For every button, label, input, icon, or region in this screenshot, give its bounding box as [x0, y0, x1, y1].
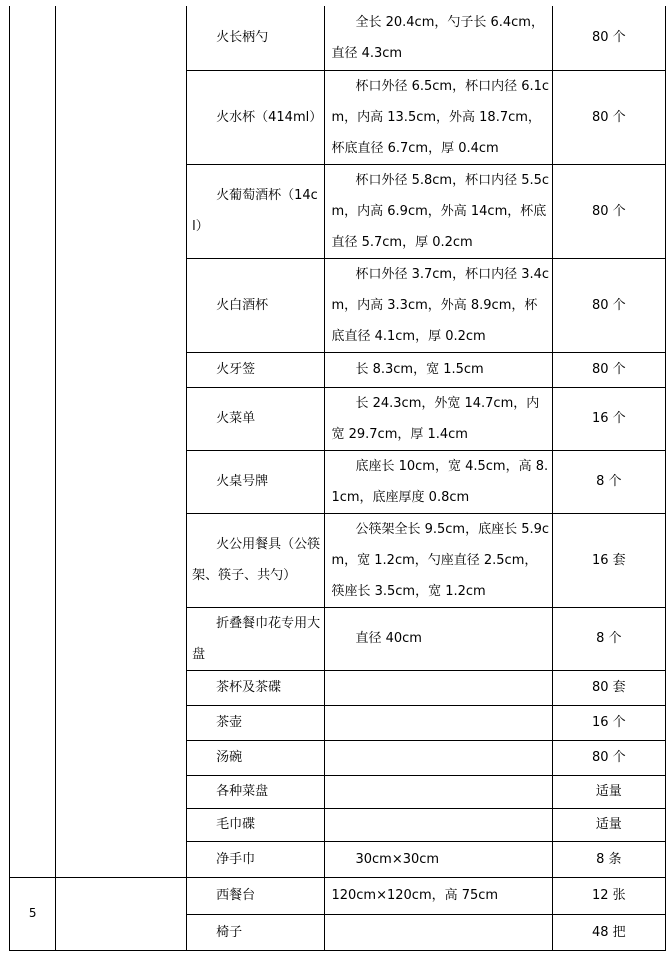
- category-cell: [56, 877, 187, 950]
- item-spec-cell: [325, 450, 552, 513]
- item-qty-cell: [552, 740, 665, 775]
- equipment-table: [9, 6, 666, 951]
- table-row: [10, 6, 666, 70]
- item-name: 汤碗: [216, 750, 243, 765]
- item-name: 折叠餐巾花专用大盘: [192, 615, 321, 662]
- item-qty-cell: [552, 450, 665, 513]
- item-qty: 8 条: [596, 851, 622, 867]
- item-qty: 8 个: [596, 631, 622, 646]
- item-name-cell: [187, 513, 325, 607]
- item-name: 茶杯及茶碟: [216, 680, 282, 695]
- item-spec-cell: [325, 258, 552, 352]
- item-spec: 直径 40cm: [355, 631, 422, 646]
- item-name: 火菜单: [216, 411, 256, 426]
- item-name-cell: [187, 705, 325, 740]
- item-name-cell: [187, 740, 325, 775]
- item-qty-cell: [552, 164, 665, 258]
- item-spec: 公筷架全长 9.5cm，底座长 5.9cm，宽 1.2cm，勺座直径 2.5cm，筷座长 3.5cm，宽 1.2cm: [331, 521, 550, 599]
- item-name: 火葡萄酒杯（14cl）: [192, 188, 318, 234]
- item-spec: 底座长 10cm，宽 4.5cm，高 8.1cm，底座厚度 0.8cm: [331, 458, 549, 505]
- item-spec: 120cm×120cm，高 75cm: [331, 888, 499, 903]
- item-qty-cell: [552, 6, 665, 70]
- item-qty: 16 个: [591, 715, 626, 730]
- item-qty: 80 个: [591, 362, 626, 377]
- item-name: 毛巾碟: [216, 817, 256, 832]
- item-name-cell: [187, 164, 325, 258]
- item-spec: 杯口外径 6.5cm，杯口内径 6.1cm，内高 13.5cm，外高 18.7cm，杯底直径 6.7cm，厚 0.4cm: [331, 78, 550, 156]
- item-spec: 30cm×30cm: [355, 851, 440, 867]
- item-name-cell: [187, 6, 325, 70]
- item-spec-cell: [325, 70, 552, 164]
- item-qty: 48 把: [591, 924, 626, 940]
- item-spec-cell: [325, 841, 552, 877]
- item-qty: 80 个: [591, 109, 626, 125]
- item-name-cell: [187, 775, 325, 808]
- item-spec-cell: [325, 914, 552, 950]
- item-qty: 80 个: [591, 297, 626, 313]
- item-name: 椅子: [216, 924, 243, 940]
- item-spec-cell: [325, 352, 552, 387]
- item-qty: 80 个: [591, 30, 626, 46]
- item-name-cell: [187, 352, 325, 387]
- section-number-cell: [10, 6, 56, 877]
- item-qty-cell: [552, 513, 665, 607]
- item-qty-cell: [552, 352, 665, 387]
- item-qty: 16 个: [591, 411, 626, 426]
- item-spec: 长 24.3cm，外宽 14.7cm，内宽 29.7cm，厚 1.4cm: [331, 395, 540, 442]
- item-name: 火白酒杯: [216, 297, 269, 313]
- item-name-cell: [187, 387, 325, 450]
- section-number: 5: [28, 906, 37, 920]
- item-qty-cell: [552, 914, 665, 950]
- item-qty-cell: [552, 70, 665, 164]
- item-qty-cell: [552, 841, 665, 877]
- item-qty: 8 个: [596, 474, 622, 489]
- item-spec-cell: [325, 387, 552, 450]
- item-qty-cell: [552, 670, 665, 705]
- item-qty-cell: [552, 387, 665, 450]
- category-cell: [56, 6, 187, 877]
- item-spec-cell: [325, 607, 552, 670]
- item-spec: 全长 20.4cm，勺子长 6.4cm，直径 4.3cm: [331, 14, 544, 61]
- item-spec-cell: [325, 808, 552, 841]
- item-qty-cell: [552, 877, 665, 914]
- item-name-cell: [187, 914, 325, 950]
- table-row: [10, 877, 666, 914]
- item-spec-cell: [325, 740, 552, 775]
- item-name-cell: [187, 670, 325, 705]
- item-name-cell: [187, 450, 325, 513]
- item-name: 各种菜盘: [216, 784, 269, 799]
- item-name: 茶壶: [216, 715, 243, 730]
- item-name-cell: [187, 607, 325, 670]
- item-name-cell: [187, 808, 325, 841]
- item-name: 火水杯（414ml）: [216, 109, 323, 125]
- item-name-cell: [187, 841, 325, 877]
- item-spec-cell: [325, 877, 552, 914]
- item-name-cell: [187, 258, 325, 352]
- item-spec: 杯口外径 5.8cm，杯口内径 5.5cm，内高 6.9cm，外高 14cm，杯底直径 5.7cm，厚 0.2cm: [331, 172, 550, 250]
- item-name: 西餐台: [216, 888, 256, 903]
- item-spec: 长 8.3cm，宽 1.5cm: [355, 362, 484, 377]
- item-qty-cell: [552, 808, 665, 841]
- item-qty: 12 张: [591, 888, 626, 903]
- item-name: 火长柄勺: [216, 30, 269, 46]
- item-qty-cell: [552, 258, 665, 352]
- item-spec-cell: [325, 513, 552, 607]
- item-qty-cell: [552, 607, 665, 670]
- item-name: 火桌号牌: [216, 474, 269, 489]
- item-spec: 杯口外径 3.7cm，杯口内径 3.4cm，内高 3.3cm，外高 8.9cm，杯底直径 4.1cm，厚 0.2cm: [331, 266, 550, 344]
- item-qty: 80 个: [591, 750, 626, 765]
- item-spec-cell: [325, 670, 552, 705]
- item-name: 火公用餐具（公筷架、筷子、共勺）: [192, 537, 321, 583]
- item-qty: 80 套: [591, 680, 626, 695]
- item-spec-cell: [325, 6, 552, 70]
- item-spec-cell: [325, 164, 552, 258]
- item-qty: 适量: [595, 784, 622, 799]
- item-qty-cell: [552, 705, 665, 740]
- item-qty-cell: [552, 775, 665, 808]
- item-name-cell: [187, 70, 325, 164]
- item-spec-cell: [325, 705, 552, 740]
- section-number-cell: [10, 877, 56, 950]
- item-qty: 16 套: [591, 552, 626, 568]
- item-name: 净手巾: [216, 851, 256, 867]
- item-spec-cell: [325, 775, 552, 808]
- item-name: 火牙签: [216, 362, 256, 377]
- item-qty: 适量: [595, 817, 622, 832]
- item-name-cell: [187, 877, 325, 914]
- item-qty: 80 个: [591, 203, 626, 219]
